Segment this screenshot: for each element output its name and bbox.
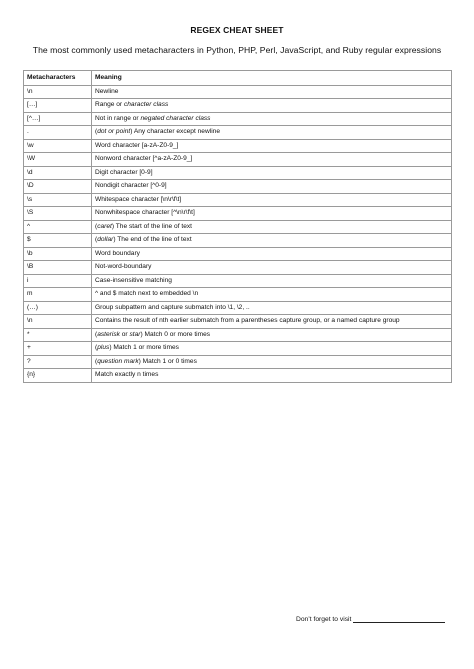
metacharacter-cell: ? — [24, 355, 92, 369]
meaning-suffix: ) Match 0 or more times — [140, 330, 211, 338]
table-row — [24, 342, 452, 356]
metacharacter-cell: [^…] — [24, 112, 92, 126]
metacharacter-cell: m — [24, 288, 92, 302]
meaning-text: ) The start of the line of text — [111, 222, 193, 230]
meaning-cell — [92, 166, 452, 180]
meaning-text: Nondigit character [^0-9] — [95, 182, 167, 190]
table-row — [24, 153, 452, 167]
table-row — [24, 301, 452, 315]
table-row — [24, 180, 452, 194]
meaning-prefix: ( — [95, 330, 98, 338]
meaning-emphasis: dot or point — [97, 128, 131, 136]
meaning-cell — [92, 220, 452, 234]
table-row — [24, 247, 452, 261]
table-row — [24, 369, 452, 383]
meaning-text: ) Any character except newline — [130, 128, 220, 136]
metacharacter-cell: i — [24, 274, 92, 288]
footer — [296, 616, 445, 623]
meaning-text: Case-insensitive matching — [95, 276, 172, 284]
meaning-text: Word boundary — [95, 249, 140, 257]
table-row — [24, 328, 452, 342]
meaning-text: Group subpattern and capture submatch into \1, \2, .. — [95, 303, 250, 311]
meaning-emphasis: plus — [97, 344, 110, 352]
metacharacter-cell: (…) — [24, 301, 92, 315]
metacharacter-cell: . — [24, 126, 92, 140]
metacharacter-cell: \w — [24, 139, 92, 153]
meaning-emphasis: caret — [97, 222, 112, 230]
meaning-cell — [92, 328, 452, 342]
metacharacter-cell: + — [24, 342, 92, 356]
meaning-prefix: ( — [95, 236, 98, 244]
table-row — [24, 99, 452, 113]
meaning-prefix: ( — [95, 222, 98, 230]
meaning-emphasis: character class — [123, 101, 169, 109]
meaning-text: ) The end of the line of text — [113, 236, 192, 244]
meaning-cell — [92, 288, 452, 302]
column-header-metacharacters: Metacharacters — [24, 71, 92, 86]
meaning-prefix: ( — [95, 357, 98, 365]
meaning-cell — [92, 247, 452, 261]
meaning-cell — [92, 261, 452, 275]
table-row — [24, 166, 452, 180]
table-body — [24, 85, 452, 382]
meaning-cell — [92, 193, 452, 207]
meaning-prefix: ( — [95, 128, 98, 136]
meaning-cell — [92, 85, 452, 99]
meaning-cell — [92, 301, 452, 315]
meaning-cell — [92, 369, 452, 383]
meaning-text: ^ and $ match next to embedded \n — [95, 290, 199, 298]
metacharacter-cell: \n — [24, 315, 92, 329]
metacharacter-cell: {n} — [24, 369, 92, 383]
page-subtitle: The most commonly used metacharacters in Python, PHP, Perl, JavaScript, and Ruby regular expressions — [32, 45, 442, 55]
meaning-text: Newline — [95, 87, 119, 95]
meaning-text: Not-word-boundary — [95, 263, 152, 271]
table-row — [24, 112, 452, 126]
metacharacter-cell: * — [24, 328, 92, 342]
metacharacter-cell: \D — [24, 180, 92, 194]
meaning-prefix: Not in range or — [95, 114, 141, 122]
meaning-text: Word character [a-zA-Z0-9_] — [95, 141, 179, 149]
meaning-text: Whitespace character [\n\r\f\t] — [95, 195, 182, 203]
meaning-text: Contains the result of nth earlier submatch from a parentheses capture group, or a named capture group — [95, 317, 400, 325]
metacharacter-cell: \S — [24, 207, 92, 221]
meaning-emphasis: asterisk — [97, 330, 120, 338]
meaning-prefix: Range or — [95, 101, 124, 109]
table-row — [24, 261, 452, 275]
table-row — [24, 355, 452, 369]
metacharacter-cell: \n — [24, 85, 92, 99]
meaning-cell — [92, 355, 452, 369]
metacharacter-cell: $ — [24, 234, 92, 248]
meaning-emphasis-2: star — [129, 330, 141, 338]
meaning-text: Digit character [0-9] — [95, 168, 153, 176]
metacharacter-cell: \B — [24, 261, 92, 275]
table-row — [24, 234, 452, 248]
meaning-cell — [92, 139, 452, 153]
table-row — [24, 220, 452, 234]
meaning-text: Nonword character [^a-zA-Z0-9_] — [95, 155, 193, 163]
meaning-text: ) Match 1 or more times — [109, 344, 179, 352]
footer-blank-line — [353, 616, 445, 623]
table-row — [24, 139, 452, 153]
metacharacter-cell: […] — [24, 99, 92, 113]
meaning-cell — [92, 234, 452, 248]
metacharacter-cell: \b — [24, 247, 92, 261]
table-row — [24, 315, 452, 329]
meaning-cell — [92, 207, 452, 221]
regex-table — [23, 70, 452, 383]
metacharacter-cell: \s — [24, 193, 92, 207]
meaning-cell — [92, 274, 452, 288]
table-header-row — [24, 71, 452, 86]
page-title: REGEX CHEAT SHEET — [190, 25, 284, 35]
meaning-cell — [92, 99, 452, 113]
column-header-meaning: Meaning — [92, 71, 452, 86]
metacharacter-cell: ^ — [24, 220, 92, 234]
table-row — [24, 126, 452, 140]
meaning-cell — [92, 126, 452, 140]
meaning-emphasis: negated character class — [140, 114, 211, 122]
table-row — [24, 274, 452, 288]
meaning-cell — [92, 180, 452, 194]
meaning-prefix: ( — [95, 344, 98, 352]
meaning-text: ) Match 1 or 0 times — [138, 357, 197, 365]
table-row — [24, 288, 452, 302]
meaning-text: or — [119, 330, 130, 338]
table-row — [24, 193, 452, 207]
metacharacter-cell: \d — [24, 166, 92, 180]
table-row — [24, 85, 452, 99]
meaning-cell — [92, 153, 452, 167]
metacharacter-cell: \W — [24, 153, 92, 167]
meaning-text: Match exactly n times — [95, 371, 159, 379]
meaning-cell — [92, 342, 452, 356]
meaning-cell — [92, 315, 452, 329]
meaning-cell — [92, 112, 452, 126]
table-row — [24, 207, 452, 221]
meaning-emphasis: dollar — [97, 236, 114, 244]
footer-text: Don’t forget to visit — [296, 616, 352, 623]
meaning-emphasis: question mark — [97, 357, 139, 365]
meaning-text: Nonwhitespace character [^\n\r\f\t] — [95, 209, 195, 217]
